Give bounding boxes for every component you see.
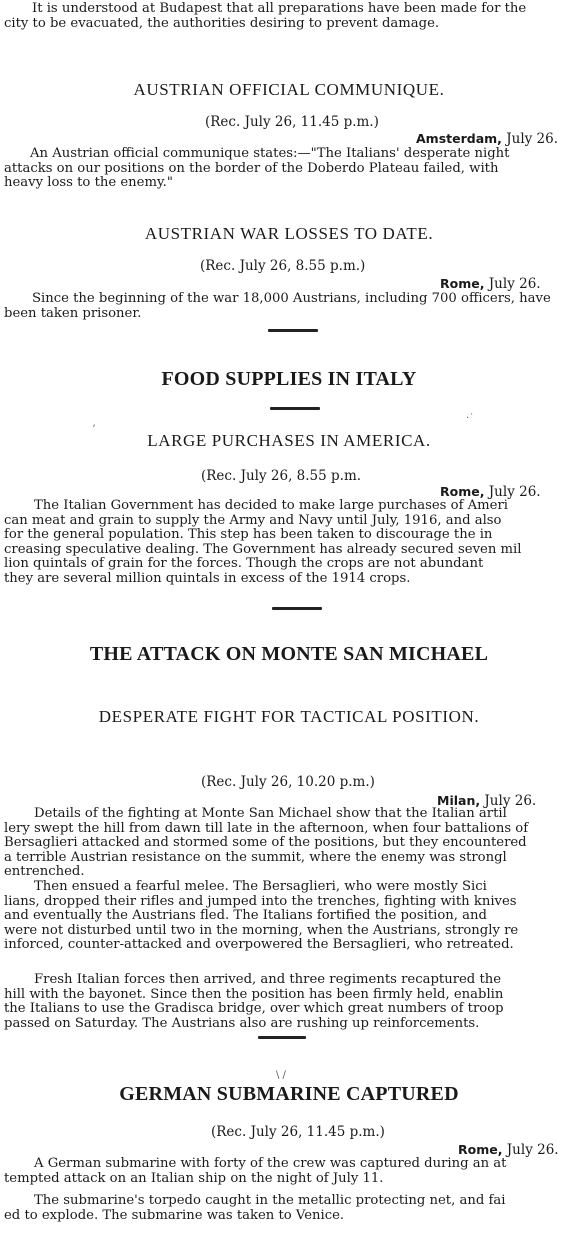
losses-line: Since the beginning of the war 18,000 Austrians, including 700 officers, have	[32, 292, 551, 306]
monte-place: Milan,	[437, 793, 481, 808]
section-rule	[258, 1036, 306, 1039]
communique-dateline	[416, 131, 558, 147]
food-line: creasing speculative dealing. The Government has already secured seven mil	[4, 542, 522, 557]
losses-date: July 26.	[488, 276, 541, 292]
print-speck: ·˙	[466, 413, 475, 424]
monte-line: Then ensued a fearful melee. The Bersaglieri, who were mostly Sici	[34, 880, 487, 894]
losses-paragraph	[4, 292, 578, 321]
monte-line: inforced, counter-attacked and overpowered the Bersaglieri, who retreated.	[4, 938, 514, 953]
monte-line: entrenched.	[4, 865, 85, 880]
section-rule	[268, 329, 318, 332]
food-line: lion quintals of grain for the forces. Though the crops are not abundant	[4, 557, 484, 572]
monte-line: hill with the bayonet. Since then the position has been firmly held, enablin	[4, 987, 504, 1002]
communique-heading: AUSTRIAN OFFICIAL COMMUNIQUE.	[133, 80, 445, 99]
submarine-date: July 26.	[506, 1142, 559, 1158]
submarine-line: tempted attack on an Italian ship on the night of July 11.	[4, 1171, 384, 1186]
losses-heading: AUSTRIAN WAR LOSSES TO DATE.	[144, 224, 434, 243]
food-date: July 26.	[488, 484, 541, 500]
monte-line: were not disturbed until two in the morning, when the Austrians, strongly re	[4, 923, 519, 938]
communique-line: An Austrian official communique states:—"The Italians' desperate night	[30, 147, 510, 161]
losses-line: been taken prisoner.	[4, 306, 142, 321]
food-line: The Italian Government has decided to make large purchases of Ameri	[34, 499, 508, 513]
communique-date: July 26.	[506, 131, 559, 147]
monte-paragraph-3	[4, 973, 578, 1031]
submarine-paragraph-1	[4, 1157, 578, 1186]
food-paragraph	[4, 499, 578, 587]
monte-line: and eventually the Austrians fled. The Italians fortified the position, and	[4, 909, 487, 924]
submarine-line: A German submarine with forty of the crew was captured during an at	[34, 1157, 507, 1171]
intro-paragraph	[4, 2, 578, 31]
food-place: Rome,	[440, 484, 485, 499]
losses-rec: (Rec. July 26, 8.55 p.m.)	[200, 258, 366, 274]
monte-line: lians, dropped their rifles and jumped into the trenches, fighting with knives	[4, 894, 517, 909]
monte-line: lery swept the hill from dawn till late in the afternoon, when four battalions of	[4, 821, 529, 836]
print-speck: \ /	[276, 1070, 286, 1081]
submarine-paragraph-2	[4, 1194, 578, 1223]
monte-paragraph-1	[4, 807, 578, 880]
food-dateline	[440, 484, 541, 500]
food-line: for the general population. This step has been taken to discourage the in	[4, 528, 493, 543]
submarine-headline: GERMAN SUBMARINE CAPTURED	[119, 1083, 459, 1105]
communique-line: attacks on our positions on the border of the Doberdo Plateau failed, with	[4, 161, 499, 176]
submarine-rec: (Rec. July 26, 11.45 p.m.)	[211, 1124, 385, 1140]
monte-line: a terrible Austrian resistance on the summit, where the enemy was strongl	[4, 850, 507, 865]
monte-paragraph-2	[4, 880, 578, 953]
submarine-line: The submarine's torpedo caught in the metallic protecting net, and fai	[34, 1194, 506, 1208]
monte-line: Fresh Italian forces then arrived, and three regiments recaptured the	[34, 973, 502, 987]
monte-line: Bersaglieri attacked and stormed some of the positions, but they encountered	[4, 836, 527, 851]
monte-heading: DESPERATE FIGHT FOR TACTICAL POSITION.	[98, 707, 480, 726]
monte-headline: THE ATTACK ON MONTE SAN MICHAEL	[89, 643, 489, 665]
food-heading: LARGE PURCHASES IN AMERICA.	[147, 431, 431, 450]
monte-rec: (Rec. July 26, 10.20 p.m.)	[201, 774, 375, 790]
food-line: can meat and grain to supply the Army and Navy until July, 1916, and also	[4, 513, 502, 528]
intro-line: It is understood at Budapest that all preparations have been made for the	[32, 2, 527, 16]
communique-place: Amsterdam,	[416, 131, 502, 146]
losses-place: Rome,	[440, 276, 485, 291]
submarine-line: ed to explode. The submarine was taken to Venice.	[4, 1208, 345, 1223]
food-rec: (Rec. July 26, 8.55 p.m.	[201, 468, 362, 484]
monte-line: Details of the fighting at Monte San Michael show that the Italian artil	[34, 807, 507, 821]
intro-line: city to be evacuated, the authorities desiring to prevent damage.	[4, 16, 440, 31]
communique-line: heavy loss to the enemy."	[4, 176, 173, 191]
monte-line: the Italians to use the Gradisca bridge, over which great numbers of troop	[4, 1002, 504, 1017]
communique-rec: (Rec. July 26, 11.45 p.m.)	[205, 114, 379, 130]
monte-date: July 26.	[484, 793, 537, 809]
food-line: they are several million quintals in excess of the 1914 crops.	[4, 571, 411, 586]
submarine-place: Rome,	[458, 1142, 503, 1157]
monte-line: passed on Saturday. The Austrians also are rushing up reinforcements.	[4, 1016, 480, 1031]
section-rule	[270, 407, 320, 410]
food-headline: FOOD SUPPLIES IN ITALY	[161, 368, 417, 390]
submarine-dateline	[458, 1142, 559, 1158]
losses-dateline	[440, 276, 541, 292]
section-rule	[272, 607, 322, 610]
print-speck: ʼ	[92, 424, 96, 435]
communique-paragraph	[4, 147, 578, 191]
